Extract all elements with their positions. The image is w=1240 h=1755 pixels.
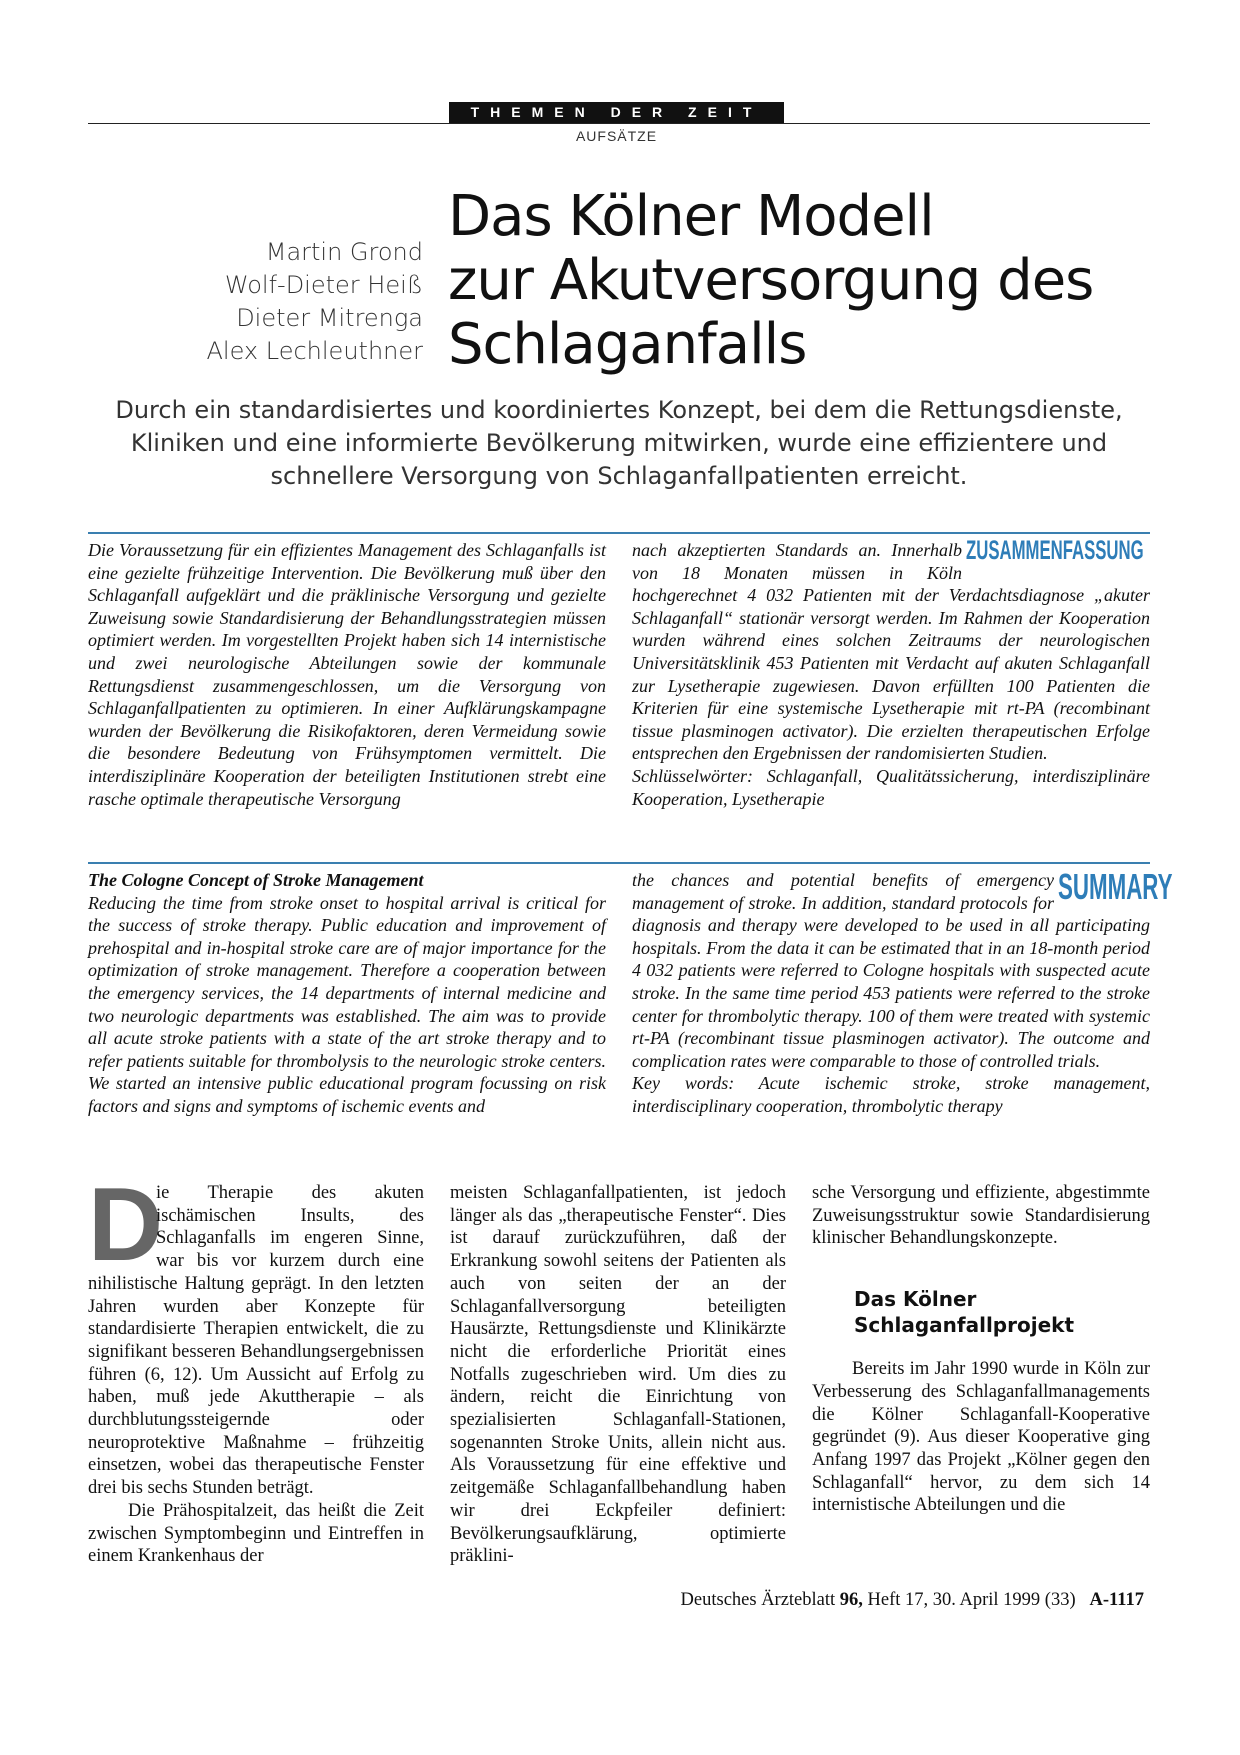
author: Wolf-Dieter Heiß <box>224 271 423 299</box>
zusammenfassung-keywords: Schlüsselwörter: Schlaganfall, Qualitätssicherung, interdisziplinäre Kooperation, Lysetherapie <box>632 765 1150 809</box>
article-lead: Durch ein standardisiertes und koordiniertes Konzept, bei dem die Rettungsdienste, Kliniken und eine informierte Bevölkerung mitwirken, wurde eine effizientere und schnellere Versorgung von Schlaganfallpatienten erreicht. <box>115 396 1123 490</box>
journal-issue: Heft 17, 30. April 1999 (33) <box>867 1590 1076 1610</box>
body-paragraph <box>88 1167 424 1500</box>
section-heading <box>854 1286 1150 1338</box>
body-paragraph: Bereits im Jahr 1990 wurde in Köln zur Verbesserung des Schlaganfallmanagements die Kölner Schlaganfall-Kooperative gegründet (9). Aus dieser Kooperative ging Anfang 1997 das Projekt „Kölner gegen den Schlaganfall“ hervor, zu dem sich 14 internistische Abteilungen und die <box>812 1359 1150 1516</box>
section-heading-line: Schlaganfallprojekt <box>854 1313 1075 1338</box>
section-subtitle: AUFSÄTZE <box>575 128 658 144</box>
summary-text-1: Reducing the time from stroke onset to hospital arrival is critical for the success of stroke therapy. Public education and improvement of prehospital and in-hospital stroke care are of major importance for the optimization of stroke management. Therefore a cooperation between the emergency services, the 14 departments of internal medicine and two neurologic departments was established. The aim was to provide all acute stroke patients with a state of the art stroke therapy and to refer patients suitable for thrombolysis to the neurologic stroke centers. We started an intensive public educational program focussing on risk factors and signs and symptoms of ischemic events and <box>88 892 606 1116</box>
zusammenfassung-column-2 <box>632 539 1150 810</box>
zusammenfassung-text: nach akzeptierten Standards an. Innerhalb von 18 Monaten müssen in Köln hochgerechnet 4 032 Patienten mit der Verdachtsdiagnose „akuter Schlaganfall“ stationär versorgt werden. Im Rahmen der Kooperation wurden während eines solchen Zeitraums der neurologischen Universitätsklinik 453 Patienten mit Verdacht auf akuten Schlaganfall zur Lysetherapie zugewiesen. Davon erfüllten 100 Patienten die Kriterien für eine systemische Lysetherapie mit rt-PA (recombinant tissue plasminogen activator). Die erzielten therapeutischen Erfolge entsprechen den Ergebnissen der randomisierten Studien. <box>632 540 1150 764</box>
journal-volume: 96, <box>839 1590 863 1610</box>
body-paragraph: Die Prähospitalzeit, das heißt die Zeit zwischen Symptombeginn und Eintreffen in einem Krankenhaus der <box>88 1500 424 1567</box>
summary-label: SUMMARY <box>1058 866 1173 907</box>
summary-title: The Cologne Concept of Stroke Management <box>88 870 424 890</box>
author: Martin Grond <box>265 238 423 266</box>
summary-label-spacer <box>1054 869 1150 913</box>
summary-column-2 <box>632 869 1150 1118</box>
author-list <box>207 236 424 368</box>
page-number: A-1117 <box>1089 1590 1144 1610</box>
body-column-2 <box>450 1182 786 1568</box>
abstract-rule-top <box>88 532 1150 534</box>
summary-rule-top <box>88 862 1150 864</box>
title-line: Schlaganfalls <box>448 312 807 377</box>
zusammenfassung-column-1: Die Voraussetzung für ein effizientes Management des Schlaganfalls ist eine gezielte frühzeitige Intervention. Die Bevölkerung muß über den Schlaganfall aufgeklärt und die präklinische Versorgung und gezielte Zuweisung sowie Standardisierung der Behandlungsstrategien müssen optimiert werden. Im vorgestellten Projekt haben sich 14 internistische und zwei neurologische Abteilungen sowie der kommunale Rettungsdienst zusammengeschlossen, um die Versorgung von Schlaganfallpatienten zu optimieren. In einer Aufklärungskampagne wurden der Bevölkerung die Risikofaktoren, deren Vermeidung sowie die besondere Bedeutung von Frühsymptomen vermittelt. Die interdisziplinäre Kooperation der beteiligten Institutionen strebt eine rasche optimale therapeutische Versorgung <box>88 540 606 809</box>
author: Dieter Mitrenga <box>236 304 423 332</box>
zusammenfassung-label-spacer <box>962 539 1150 581</box>
header-rule <box>88 123 1150 124</box>
section-banner: THEMEN DER ZEIT <box>449 102 784 123</box>
summary-keywords: Key words: Acute ischemic stroke, stroke management, interdisciplinary cooperation, thrombolytic therapy <box>632 1073 1150 1116</box>
author: Alex Lechleuthner <box>206 337 423 365</box>
body-column-3 <box>812 1182 1150 1517</box>
article-title <box>448 185 1093 377</box>
body-column-1 <box>88 1167 424 1568</box>
summary-column-1 <box>88 869 606 1118</box>
page-footer <box>681 1590 1144 1611</box>
drop-cap: D <box>88 1167 164 1283</box>
body-paragraph: sche Versorgung und effiziente, abgestimmte Zuweisungsstruktur sowie Standardisierung klinischer Behandlungskonzepte. <box>812 1183 1150 1249</box>
paragraph-text: ie Therapie des akuten ischämischen Insults, des Schlaganfalls im engeren Sinne, war bis vor kurzem durch eine nihilistische Haltung geprägt. In den letzten Jahren wurden aber Konzepte für standardisierte Therapien entwickelt, die zu signifikant besseren Behandlungsergebnissen führen (6, 12). Um Aussicht auf Erfolg zu haben, muß jede Akuttherapie – als durchblutungssteigernde oder neuroprotektive Maßnahme – frühzeitig einsetzen, wobei das therapeutische Fenster drei bis sechs Stunden beträgt. <box>88 1183 424 1499</box>
title-line: Das Kölner Modell <box>448 184 934 249</box>
title-line: zur Akutversorgung des <box>448 248 1094 313</box>
body-paragraph: meisten Schlaganfallpatienten, ist jedoch länger als das „therapeutische Fenster“. Dies ist darauf zurückzuführen, daß der Erkrankung sowohl seitens der Patienten als auch von seiten der an der Schlaganfallversorgung beteiligten Hausärzte, Rettungsdienste und Klinikärzte nicht die erforderliche Priorität eines Notfalls zugeschrieben wird. Um dies zu ändern, reicht die Einrichtung von spezialisierten Schlaganfall-Stationen, sogenannten Stroke Units, allein nicht aus. Als Voraussetzung für eine effektive und zeitgemäße Schlaganfallbehandlung haben wir drei Eckpfeiler definiert: Bevölkerungsaufklärung, optimierte präklini- <box>450 1183 786 1567</box>
summary-text-2: the chances and potential benefits of emergency management of stroke. In addition, standard protocols for diagnosis and therapy were developed to be used in all participating hospitals. From the data it can be estimated that in an 18-month period 4 032 patients were referred to Cologne hospitals with suspected acute stroke. In the same time period 453 patients were referred to the stroke center for thrombolytic therapy. 100 of them were treated with systemic rt-PA (recombinant tissue plasminogen activator). The outcome and complication rates were comparable to those of controlled trials. <box>632 870 1150 1071</box>
zusammenfassung-label: ZUSAMMENFASSUNG <box>966 535 1144 565</box>
section-heading-line: Das Kölner <box>854 1287 977 1312</box>
journal-name: Deutsches Ärzteblatt <box>680 1590 836 1610</box>
